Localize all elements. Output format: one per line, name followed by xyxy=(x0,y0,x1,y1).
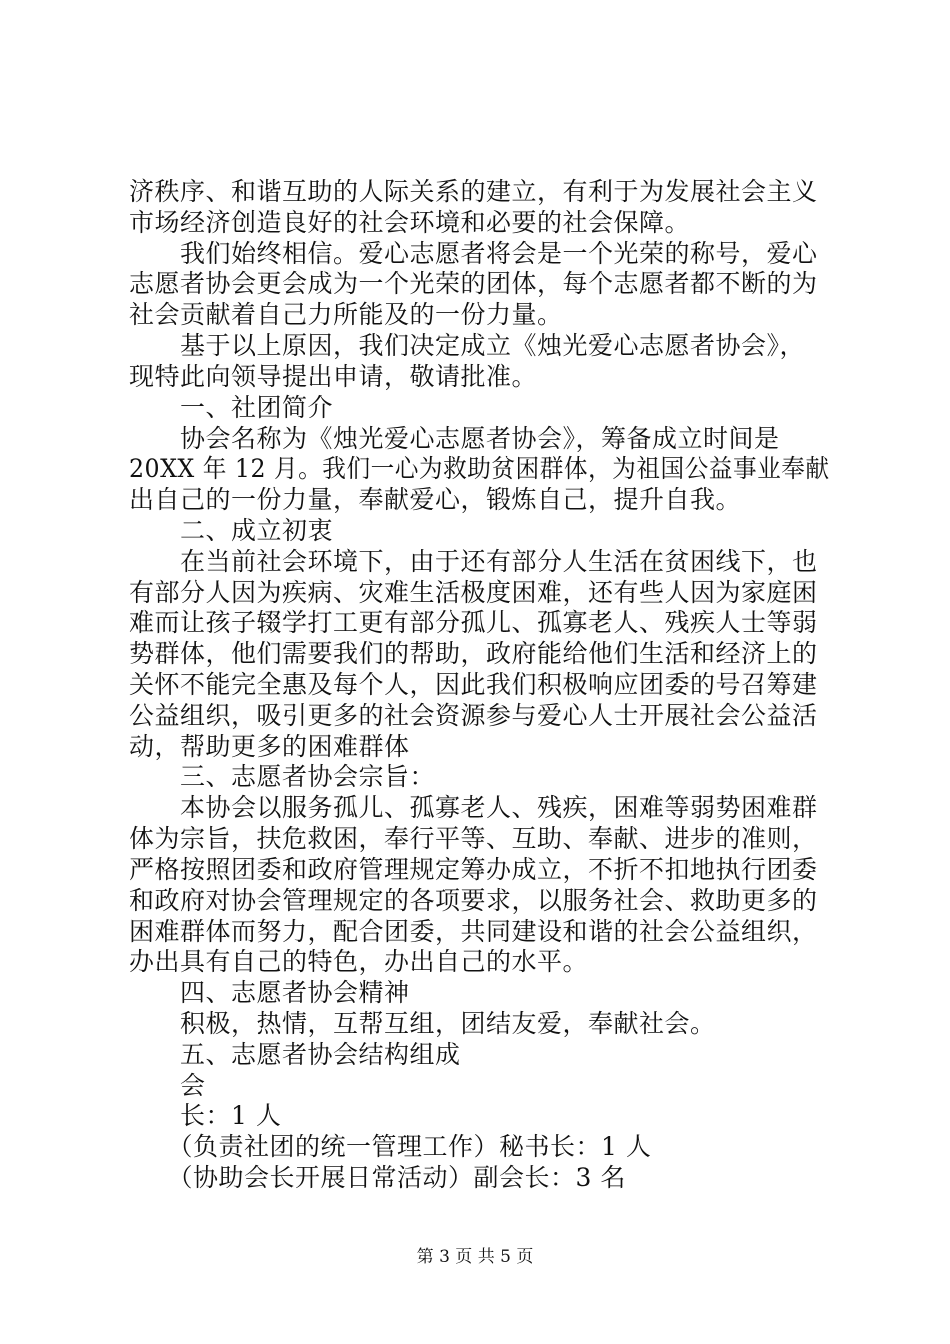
text-line: （协助会长开展日常活动）副会长：3 名 xyxy=(129,1163,626,1192)
text-line: 社会贡献着自己力所能及的一份力量。 xyxy=(129,300,563,329)
text-line: 基于以上原因，我们决定成立《烛光爱心志愿者协会》， xyxy=(129,331,806,360)
text-line: 在当前社会环境下，由于还有部分人生活在贫困线下，也 xyxy=(129,547,818,576)
text-line: 20XX 年 12 月。我们一心为救助贫困群体，为祖国公益事业奉献 xyxy=(129,454,830,483)
section-heading: 三、志愿者协会宗旨： xyxy=(129,762,436,791)
text-line: 严格按照团委和政府管理规定筹办成立，不折不扣地执行团委 xyxy=(129,855,818,884)
text-line: 市场经济创造良好的社会环境和必要的社会保障。 xyxy=(129,208,691,237)
text-line: 和政府对协会管理规定的各项要求，以服务社会、救助更多的 xyxy=(129,886,818,915)
text-line: 长：1 人 xyxy=(129,1101,282,1130)
text-line: （负责社团的统一管理工作）秘书长：1 人 xyxy=(129,1132,652,1161)
text-line: 本协会以服务孤儿、孤寡老人、残疾，困难等弱势困难群 xyxy=(129,793,818,822)
text-line: 我们始终相信。爱心志愿者将会是一个光荣的称号，爱心 xyxy=(129,239,818,268)
text-line: 出自己的一份力量，奉献爱心，锻炼自己，提升自我。 xyxy=(129,485,742,514)
text-line: 体为宗旨，扶危救困，奉行平等、互助、奉献、进步的准则， xyxy=(129,824,818,853)
text-line: 关怀不能完全惠及每个人，因此我们积极响应团委的号召筹建 xyxy=(129,670,818,699)
text-line: 志愿者协会更会成为一个光荣的团体，每个志愿者都不断的为 xyxy=(129,269,818,298)
text-line: 积极，热情，互帮互组，团结友爱，奉献社会。 xyxy=(129,1009,716,1038)
section-heading: 一、社团简介 xyxy=(129,393,334,422)
section-heading: 二、成立初衷 xyxy=(129,516,334,545)
text-line: 难而让孩子辍学打工更有部分孤儿、孤寡老人、残疾人士等弱 xyxy=(129,608,818,637)
text-line: 会 xyxy=(129,1071,206,1100)
text-line: 势群体，他们需要我们的帮助，政府能给他们生活和经济上的 xyxy=(129,639,818,668)
text-line: 现特此向领导提出申请，敬请批准。 xyxy=(129,362,538,391)
text-line: 公益组织，吸引更多的社会资源参与爱心人士开展社会公益活 xyxy=(129,701,818,730)
section-heading: 五、志愿者协会结构组成 xyxy=(129,1040,461,1069)
page-number-footer: 第 3 页 共 5 页 xyxy=(416,1247,534,1267)
text-line: 有部分人因为疾病、灾难生活极度困难，还有些人因为家庭困 xyxy=(129,578,818,607)
text-line: 动，帮助更多的困难群体 xyxy=(129,732,410,761)
text-line: 济秩序、和谐互助的人际关系的建立，有利于为发展社会主义 xyxy=(129,177,818,206)
text-line: 困难群体而努力，配合团委，共同建设和谐的社会公益组织， xyxy=(129,917,818,946)
text-line: 办出具有自己的特色，办出自己的水平。 xyxy=(129,947,589,976)
text-line: 协会名称为《烛光爱心志愿者协会》，筹备成立时间是 xyxy=(129,424,780,453)
section-heading: 四、志愿者协会精神 xyxy=(129,978,410,1007)
